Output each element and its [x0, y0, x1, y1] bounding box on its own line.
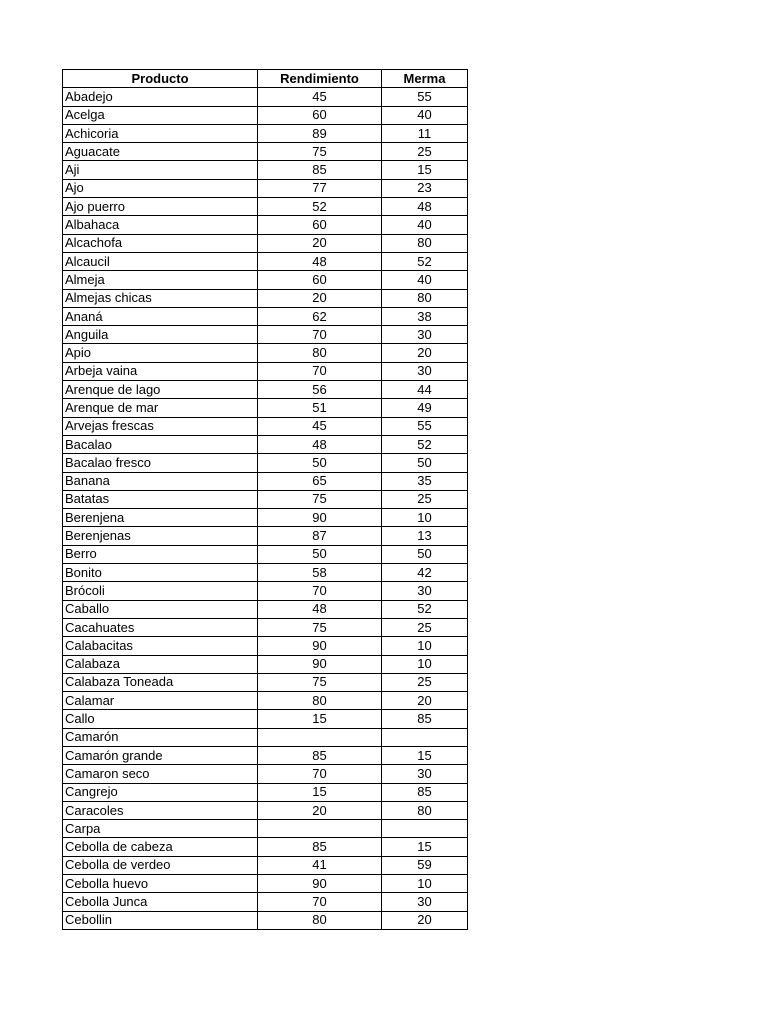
cell-producto: Cangrejo [63, 783, 258, 801]
table-row [63, 692, 468, 710]
cell-rendimiento: 70 [258, 326, 382, 344]
table-row [63, 600, 468, 618]
yield-table [62, 69, 468, 930]
cell-producto: Cebolla de verdeo [63, 856, 258, 874]
header-rendimiento: Rendimiento [258, 70, 382, 88]
cell-rendimiento: 89 [258, 124, 382, 142]
cell-merma: 80 [382, 289, 468, 307]
cell-producto: Aji [63, 161, 258, 179]
cell-merma: 55 [382, 88, 468, 106]
table-row [63, 326, 468, 344]
cell-producto: Bonito [63, 564, 258, 582]
table-row [63, 399, 468, 417]
cell-producto: Callo [63, 710, 258, 728]
table-row [63, 820, 468, 838]
cell-merma: 52 [382, 600, 468, 618]
cell-rendimiento: 50 [258, 545, 382, 563]
cell-rendimiento: 56 [258, 381, 382, 399]
cell-merma: 52 [382, 435, 468, 453]
table-row [63, 161, 468, 179]
table-row [63, 564, 468, 582]
table-row [63, 582, 468, 600]
table-row [63, 893, 468, 911]
cell-producto: Ananá [63, 307, 258, 325]
header-producto: Producto [63, 70, 258, 88]
table-row [63, 454, 468, 472]
header-row [63, 70, 468, 88]
cell-rendimiento: 45 [258, 417, 382, 435]
table-body [63, 88, 468, 930]
cell-producto: Arenque de mar [63, 399, 258, 417]
cell-rendimiento: 75 [258, 618, 382, 636]
table-row [63, 88, 468, 106]
cell-rendimiento: 58 [258, 564, 382, 582]
cell-merma: 13 [382, 527, 468, 545]
cell-rendimiento: 20 [258, 289, 382, 307]
cell-rendimiento: 15 [258, 710, 382, 728]
table-row [63, 655, 468, 673]
cell-producto: Calabaza [63, 655, 258, 673]
cell-rendimiento: 85 [258, 161, 382, 179]
cell-merma: 30 [382, 362, 468, 380]
table-row [63, 746, 468, 764]
cell-rendimiento: 75 [258, 143, 382, 161]
cell-producto: Berenjenas [63, 527, 258, 545]
cell-producto: Anguila [63, 326, 258, 344]
cell-rendimiento: 15 [258, 783, 382, 801]
cell-rendimiento: 70 [258, 893, 382, 911]
table-row [63, 216, 468, 234]
cell-producto: Cebolla huevo [63, 875, 258, 893]
cell-producto: Arvejas frescas [63, 417, 258, 435]
cell-merma: 30 [382, 893, 468, 911]
cell-producto: Aguacate [63, 143, 258, 161]
cell-rendimiento [258, 728, 382, 746]
table-row [63, 856, 468, 874]
table-row [63, 618, 468, 636]
cell-rendimiento: 80 [258, 692, 382, 710]
table-row [63, 911, 468, 929]
cell-rendimiento: 90 [258, 875, 382, 893]
table-row [63, 381, 468, 399]
table-row [63, 344, 468, 362]
cell-producto: Alcachofa [63, 234, 258, 252]
cell-merma [382, 728, 468, 746]
cell-merma: 85 [382, 783, 468, 801]
cell-producto: Berenjena [63, 509, 258, 527]
cell-producto: Arenque de lago [63, 381, 258, 399]
cell-rendimiento: 48 [258, 600, 382, 618]
cell-producto: Acelga [63, 106, 258, 124]
cell-merma: 48 [382, 198, 468, 216]
cell-merma: 30 [382, 326, 468, 344]
cell-merma: 80 [382, 801, 468, 819]
cell-rendimiento: 60 [258, 216, 382, 234]
cell-merma: 49 [382, 399, 468, 417]
cell-rendimiento: 50 [258, 454, 382, 472]
cell-producto: Bacalao fresco [63, 454, 258, 472]
cell-producto: Batatas [63, 490, 258, 508]
cell-merma: 20 [382, 692, 468, 710]
table-row [63, 106, 468, 124]
cell-rendimiento: 48 [258, 435, 382, 453]
cell-merma: 80 [382, 234, 468, 252]
table-row [63, 179, 468, 197]
cell-producto: Cebolla de cabeza [63, 838, 258, 856]
cell-producto: Caracoles [63, 801, 258, 819]
cell-merma: 15 [382, 838, 468, 856]
cell-rendimiento: 20 [258, 801, 382, 819]
table-row [63, 435, 468, 453]
cell-merma: 20 [382, 911, 468, 929]
table-row [63, 143, 468, 161]
cell-producto: Alcaucil [63, 252, 258, 270]
table-row [63, 472, 468, 490]
table-row [63, 710, 468, 728]
table-row [63, 637, 468, 655]
table-row [63, 875, 468, 893]
cell-rendimiento: 52 [258, 198, 382, 216]
cell-merma: 10 [382, 509, 468, 527]
header-merma: Merma [382, 70, 468, 88]
cell-merma: 20 [382, 344, 468, 362]
cell-merma: 50 [382, 545, 468, 563]
table-row [63, 198, 468, 216]
cell-rendimiento: 75 [258, 490, 382, 508]
cell-merma: 15 [382, 746, 468, 764]
cell-merma: 11 [382, 124, 468, 142]
cell-merma: 40 [382, 271, 468, 289]
cell-rendimiento: 60 [258, 271, 382, 289]
cell-producto: Ajo puerro [63, 198, 258, 216]
cell-merma: 50 [382, 454, 468, 472]
cell-rendimiento [258, 820, 382, 838]
cell-merma: 40 [382, 106, 468, 124]
table-row [63, 545, 468, 563]
cell-merma: 25 [382, 490, 468, 508]
cell-producto: Carpa [63, 820, 258, 838]
cell-merma: 38 [382, 307, 468, 325]
cell-producto: Apio [63, 344, 258, 362]
table-row [63, 783, 468, 801]
cell-merma: 10 [382, 655, 468, 673]
table-row [63, 234, 468, 252]
cell-merma: 25 [382, 618, 468, 636]
cell-producto: Banana [63, 472, 258, 490]
cell-merma [382, 820, 468, 838]
cell-producto: Camaron seco [63, 765, 258, 783]
cell-merma: 55 [382, 417, 468, 435]
cell-merma: 85 [382, 710, 468, 728]
cell-rendimiento: 75 [258, 673, 382, 691]
table-row [63, 673, 468, 691]
cell-merma: 52 [382, 252, 468, 270]
cell-rendimiento: 90 [258, 509, 382, 527]
cell-rendimiento: 80 [258, 344, 382, 362]
cell-rendimiento: 85 [258, 746, 382, 764]
cell-merma: 40 [382, 216, 468, 234]
cell-merma: 42 [382, 564, 468, 582]
cell-producto: Cacahuates [63, 618, 258, 636]
table-row [63, 838, 468, 856]
table-row [63, 490, 468, 508]
cell-merma: 10 [382, 875, 468, 893]
cell-producto: Calabaza Toneada [63, 673, 258, 691]
cell-producto: Almeja [63, 271, 258, 289]
table-row [63, 527, 468, 545]
table-row [63, 271, 468, 289]
cell-merma: 35 [382, 472, 468, 490]
cell-producto: Calabacitas [63, 637, 258, 655]
cell-producto: Camarón grande [63, 746, 258, 764]
cell-producto: Brócoli [63, 582, 258, 600]
cell-rendimiento: 77 [258, 179, 382, 197]
cell-producto: Ajo [63, 179, 258, 197]
cell-rendimiento: 20 [258, 234, 382, 252]
cell-producto: Cebollin [63, 911, 258, 929]
cell-rendimiento: 45 [258, 88, 382, 106]
cell-producto: Abadejo [63, 88, 258, 106]
cell-rendimiento: 90 [258, 655, 382, 673]
cell-rendimiento: 65 [258, 472, 382, 490]
cell-merma: 23 [382, 179, 468, 197]
cell-producto: Berro [63, 545, 258, 563]
cell-merma: 59 [382, 856, 468, 874]
table-row [63, 289, 468, 307]
cell-merma: 25 [382, 143, 468, 161]
table-row [63, 252, 468, 270]
cell-rendimiento: 48 [258, 252, 382, 270]
cell-merma: 44 [382, 381, 468, 399]
table-row [63, 417, 468, 435]
cell-producto: Almejas chicas [63, 289, 258, 307]
cell-rendimiento: 87 [258, 527, 382, 545]
cell-producto: Caballo [63, 600, 258, 618]
table-row [63, 307, 468, 325]
cell-merma: 30 [382, 765, 468, 783]
cell-rendimiento: 60 [258, 106, 382, 124]
cell-merma: 10 [382, 637, 468, 655]
cell-producto: Albahaca [63, 216, 258, 234]
cell-producto: Achicoria [63, 124, 258, 142]
table-row [63, 728, 468, 746]
cell-rendimiento: 70 [258, 765, 382, 783]
cell-producto: Arbeja vaina [63, 362, 258, 380]
table-row [63, 362, 468, 380]
cell-producto: Bacalao [63, 435, 258, 453]
cell-merma: 15 [382, 161, 468, 179]
cell-rendimiento: 41 [258, 856, 382, 874]
cell-merma: 30 [382, 582, 468, 600]
table-row [63, 765, 468, 783]
cell-producto: Calamar [63, 692, 258, 710]
cell-rendimiento: 90 [258, 637, 382, 655]
cell-rendimiento: 80 [258, 911, 382, 929]
table-row [63, 801, 468, 819]
table-row [63, 509, 468, 527]
cell-producto: Cebolla Junca [63, 893, 258, 911]
cell-producto: Camarón [63, 728, 258, 746]
cell-rendimiento: 62 [258, 307, 382, 325]
cell-rendimiento: 70 [258, 582, 382, 600]
cell-merma: 25 [382, 673, 468, 691]
table-row [63, 124, 468, 142]
cell-rendimiento: 70 [258, 362, 382, 380]
cell-rendimiento: 85 [258, 838, 382, 856]
cell-rendimiento: 51 [258, 399, 382, 417]
